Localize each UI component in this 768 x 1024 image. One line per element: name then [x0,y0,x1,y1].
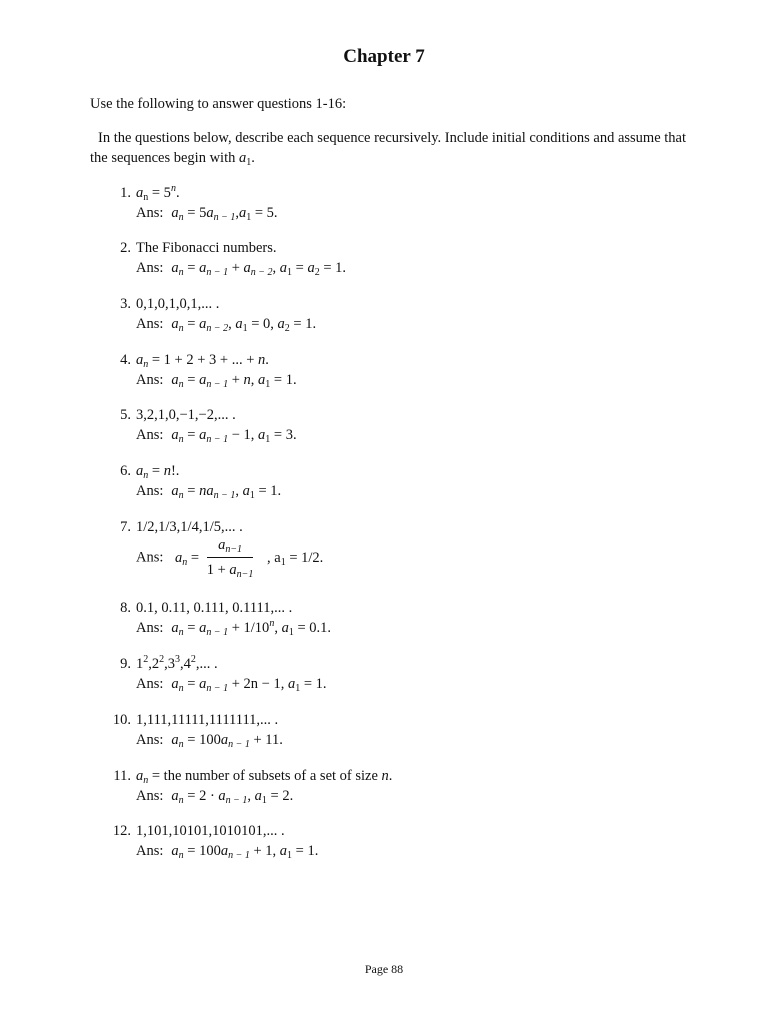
question-text: 0,1,0,1,0,1,... . [136,296,220,312]
question-number: 8. [120,600,131,616]
question-text: 1,111,11111,1111111,... . [136,712,279,728]
answer-text: Ans: $a_n = 100a_{n - 1} + 11$. [136,732,283,750]
question-number: 5. [120,407,131,423]
question-text: $a_n = 5^n$. [136,183,180,203]
answer-text: Ans: $a_n = a_{n - 1} - 1$, $a_1 = 3$. [136,427,297,445]
question-number: 9. [120,656,131,672]
instructions [90,128,690,168]
answer-text: Ans: $a_n$ = $\frac{a_{n-1}}{1 + a_{n-1}}$ , $a_1 = 1/2$. [136,537,324,580]
question-number: 11. [113,768,131,784]
fraction: $\frac{a_{n-1}}{1 + a_{n-1}}$ [206,537,254,580]
question-number: 4. [120,352,131,368]
answer-text: Ans: $a_n = 2 \cdot a_{n - 1}$, $a_1 = 2$. [136,788,294,806]
question-number: 6. [120,463,131,479]
answer-text: Ans: $a_n = 5a_{n - 1},a_1 = 5$. [136,205,278,223]
question-text: $1^2,2^2,3^3,4^2$,... . [136,654,218,672]
question-number: 12. [112,823,131,839]
question-text: $a_n = 1 + 2 + 3$ + ... + n. [136,352,269,370]
question-number: 1. [120,185,131,201]
instructions-text: In the questions below, describe each sequence recursively. Include initial conditions and assume that the sequences begin with [90,130,687,166]
page-number: Page 88 [364,962,404,976]
answer-text: Ans: $a_n = na_{n - 1}$, $a_1 = 1$. [136,483,282,501]
question-text: 0.1, 0.11, 0.111, 0.1111,... . [136,600,293,616]
intro-text: Use the following to answer questions 1-16: [90,96,347,112]
question-text: $a_n = n$!. [136,463,180,481]
question-text: 3,2,1,0,−1,−2,... . [136,407,236,423]
question-text: The Fibonacci numbers. [136,240,277,256]
question-number: 10. [112,712,131,728]
question-text: 1/2,1/3,1/4,1/5,... . [136,519,243,535]
answer-text: Ans: $a_n = a_{n - 1} + a_{n - 2}$, $a_1 = a_2 = 1$. [136,260,347,278]
answer-text: Ans: $a_n = a_{n - 1} + 1/10^n$, $a_1 = 0.1$. [136,618,331,638]
answer-text: Ans: $a_n = a_{n - 1} + n$, $a_1 = 1$. [136,372,297,390]
question-number: 7. [120,519,131,535]
question-number: 3. [120,296,131,312]
instructions-var: a [239,150,247,166]
question-number: 2. [120,240,131,256]
answer-text: Ans: $a_n = a_{n - 2}$, $a_1 = 0$, $a_2 = 1$. [136,316,317,334]
instructions-sub: 1 [246,157,252,168]
page-title: Chapter 7 [343,46,425,67]
answer-text: Ans: $a_n = 100a_{n - 1} + 1$, $a_1 = 1$. [136,843,319,861]
question-text: $a_n$ = the number of subsets of a set of size n. [136,768,393,786]
answer-text: Ans: $a_n = a_{n - 1} + 2n - 1$, $a_1 = 1$. [136,676,327,694]
question-text: 1,101,10101,1010101,... . [136,823,285,839]
instructions-end: . [251,150,255,166]
